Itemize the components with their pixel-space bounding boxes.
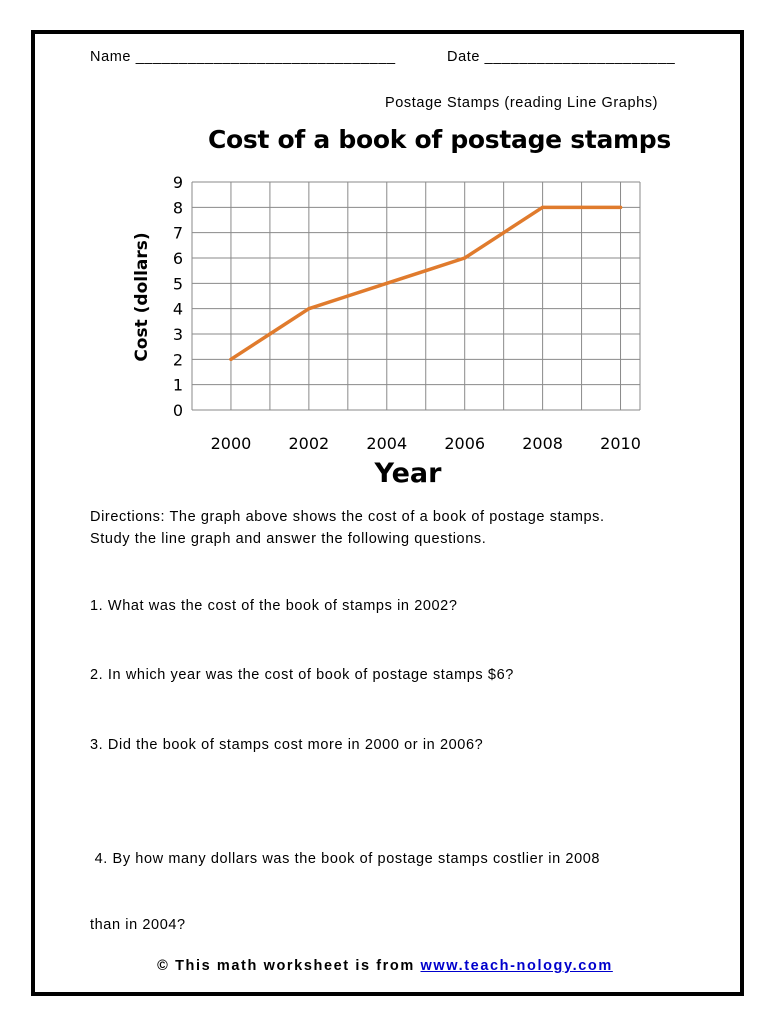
data-point [502,231,505,234]
x-tick-label: 2002 [288,434,330,453]
question-2: 2. In which year was the cost of book of postage stamps $6? [90,667,514,683]
data-point [346,294,349,297]
question-4 [90,804,600,958]
data-point [385,282,388,285]
worksheet-title: Postage Stamps (reading Line Graphs) [385,95,659,111]
data-point [580,206,583,209]
question-1: 1. What was the cost of the book of stamps in 2002? [90,598,458,614]
directions-line-2: Study the line graph and answer the following questions. [90,531,487,547]
footer-text: © This math worksheet is from [157,958,421,974]
y-tick-label: 4 [172,299,184,319]
question-4-line-2: than in 2004? [90,917,186,933]
footer-credit [0,958,770,974]
x-tick-label: 2004 [366,434,408,453]
y-tick-label: 1 [172,375,184,395]
y-tick-label: 6 [172,249,184,268]
y-tick-label: 5 [172,274,184,294]
y-tick-label: 7 [172,223,184,243]
x-tick-label: 2006 [444,434,486,453]
y-tick-label: 3 [172,325,184,344]
directions-text [90,506,605,550]
data-point [424,269,427,272]
y-tick-label: 9 [172,173,184,192]
name-label: Name [90,49,132,65]
teach-nology-link[interactable]: www.teach-nology.com [420,958,613,974]
question-3: 3. Did the book of stamps cost more in 2000 or in 2006? [90,737,484,753]
data-point [268,332,271,335]
chart-title: Cost of a book of postage stamps [208,125,671,154]
directions-line-1: Directions: The graph above shows the cost of a book of postage stamps. [90,509,605,525]
data-point [541,206,544,209]
chart-ticks [173,173,641,453]
data-point [307,307,310,310]
y-axis-label: Cost (dollars) [132,232,152,362]
y-tick-label: 8 [172,198,184,218]
name-blank: ______________________________ [135,49,396,65]
x-tick-label: 2000 [210,434,252,453]
question-4-line-1: 4. By how many dollars was the book of postage stamps costlier in 2008 [90,851,601,867]
y-tick-label: 0 [172,401,184,420]
date-field [447,49,675,65]
line-chart [120,165,650,495]
data-point [463,256,466,259]
x-axis-label: Year [374,458,442,489]
data-point [229,358,232,361]
x-tick-label: 2010 [600,434,641,453]
name-field [90,49,396,65]
data-point [619,206,622,209]
y-tick-label: 2 [172,350,184,370]
date-label: Date [447,49,481,65]
date-blank: ______________________ [484,49,676,65]
x-tick-label: 2008 [522,434,563,453]
chart-grid [192,182,640,410]
